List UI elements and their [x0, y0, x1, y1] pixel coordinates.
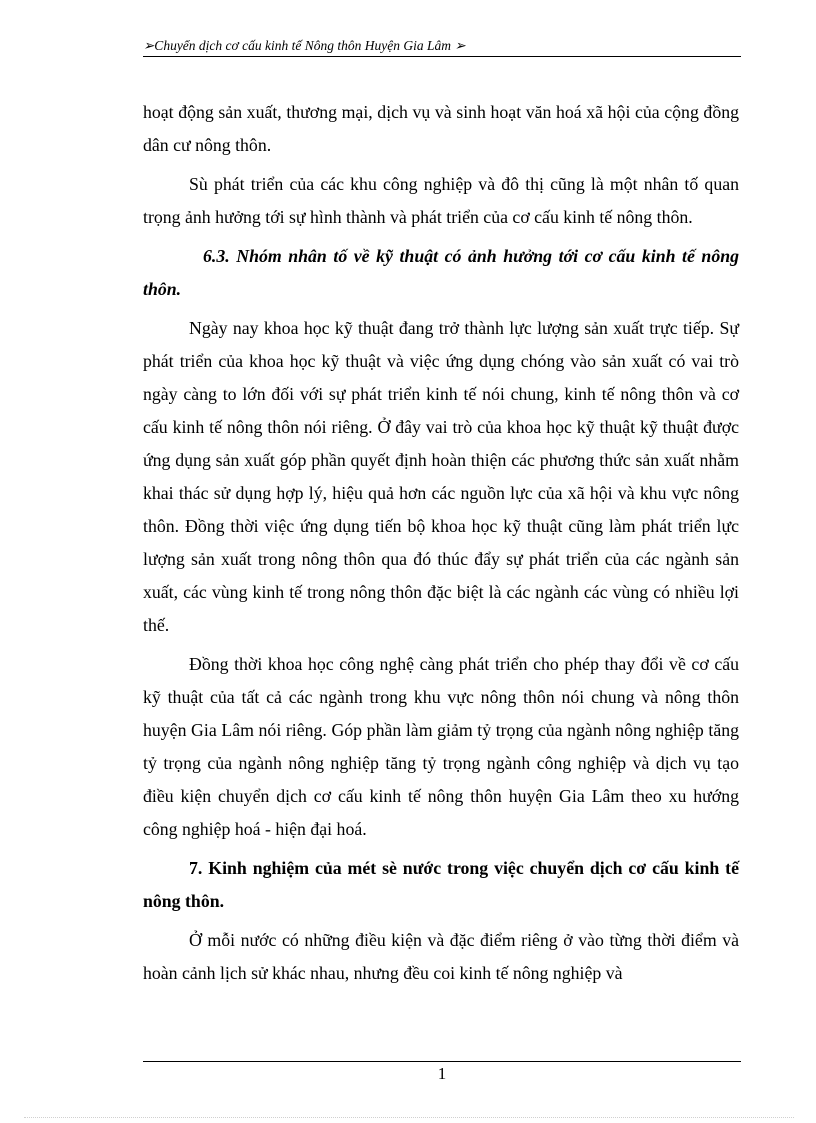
running-header: ➢Chuyển dịch cơ cấu kinh tế Nông thôn Huyện Gia Lâm ➢	[143, 38, 466, 53]
paragraph-industrial-zones: Sù phát triển của các khu công nghiệp và đô thị cũng là một nhân tố quan trọng ảnh hưởng tới sự hình thành và phát triển của cơ cấu kinh tế nông thôn.	[143, 174, 739, 227]
footer-divider	[143, 1061, 741, 1062]
page-bottom-border	[24, 1117, 794, 1118]
section-heading-7: 7. Kinh nghiệm của mét sè nước trong việc chuyển dịch cơ cấu kinh tế nông thôn.	[143, 858, 739, 911]
page-number: 1	[437, 1064, 447, 1083]
document-body	[143, 96, 739, 990]
paragraph-technology-structure: Đồng thời khoa học công nghệ càng phát triển cho phép thay đổi về cơ cấu kỹ thuật của tất cả các ngành trong khu vực nông thôn nói chung và nông thôn huyện Gia Lâm nói riêng. Góp phần làm giảm tỷ trọng của ngành nông nghiệp tăng tỷ trọng của ngành nông nghiệp tăng tỷ trọng ngành công nghiệp và dịch vụ tạo điều kiện chuyển dịch cơ cấu kinh tế nông thôn huyện Gia Lâm theo xu hướng công nghiệp hoá - hiện đại hoá.	[143, 654, 739, 839]
paragraph-science-technology: Ngày nay khoa học kỹ thuật đang trở thành lực lượng sản xuất trực tiếp. Sự phát triển của khoa học kỹ thuật và việc ứng dụng chóng vào sản xuất có vai trò ngày càng to lớn đối với sự phát triển kinh tế nói chung, kinh tế nông thôn và cơ cấu kinh tế nông thôn nói riêng. Ở đây vai trò của khoa học kỹ thuật kỹ thuật được ứng dụng sản xuất góp phần quyết định hoàn thiện các phương thức sản xuất nhằm khai thác sử dụng hợp lý, hiệu quả hơn các nguồn lực của xã hội và khu vực nông thôn. Đồng thời việc ứng dụng tiến bộ khoa học kỹ thuật cũng làm phát triển lực lượng sản xuất trong nông thôn qua đó thúc đẩy sự phát triển của các ngành sản xuất, các vùng kinh tế trong nông thôn đặc biệt là các ngành các vùng có nhiều lợi thế.	[143, 318, 739, 635]
paragraph-continuation: hoạt động sản xuất, thương mại, dịch vụ và sinh hoạt văn hoá xã hội của cộng đồng dân cư nông thôn.	[143, 102, 739, 155]
header-divider	[143, 56, 741, 57]
paragraph-country-experience: Ở mỗi nước có những điều kiện và đặc điểm riêng ở vào từng thời điểm và hoàn cảnh lịch sử khác nhau, nhưng đều coi kinh tế nông nghiệp và	[143, 930, 739, 983]
section-heading-6-3: 6.3. Nhóm nhân tố về kỹ thuật có ảnh hưởng tới cơ cấu kinh tế nông thôn.	[143, 246, 739, 299]
